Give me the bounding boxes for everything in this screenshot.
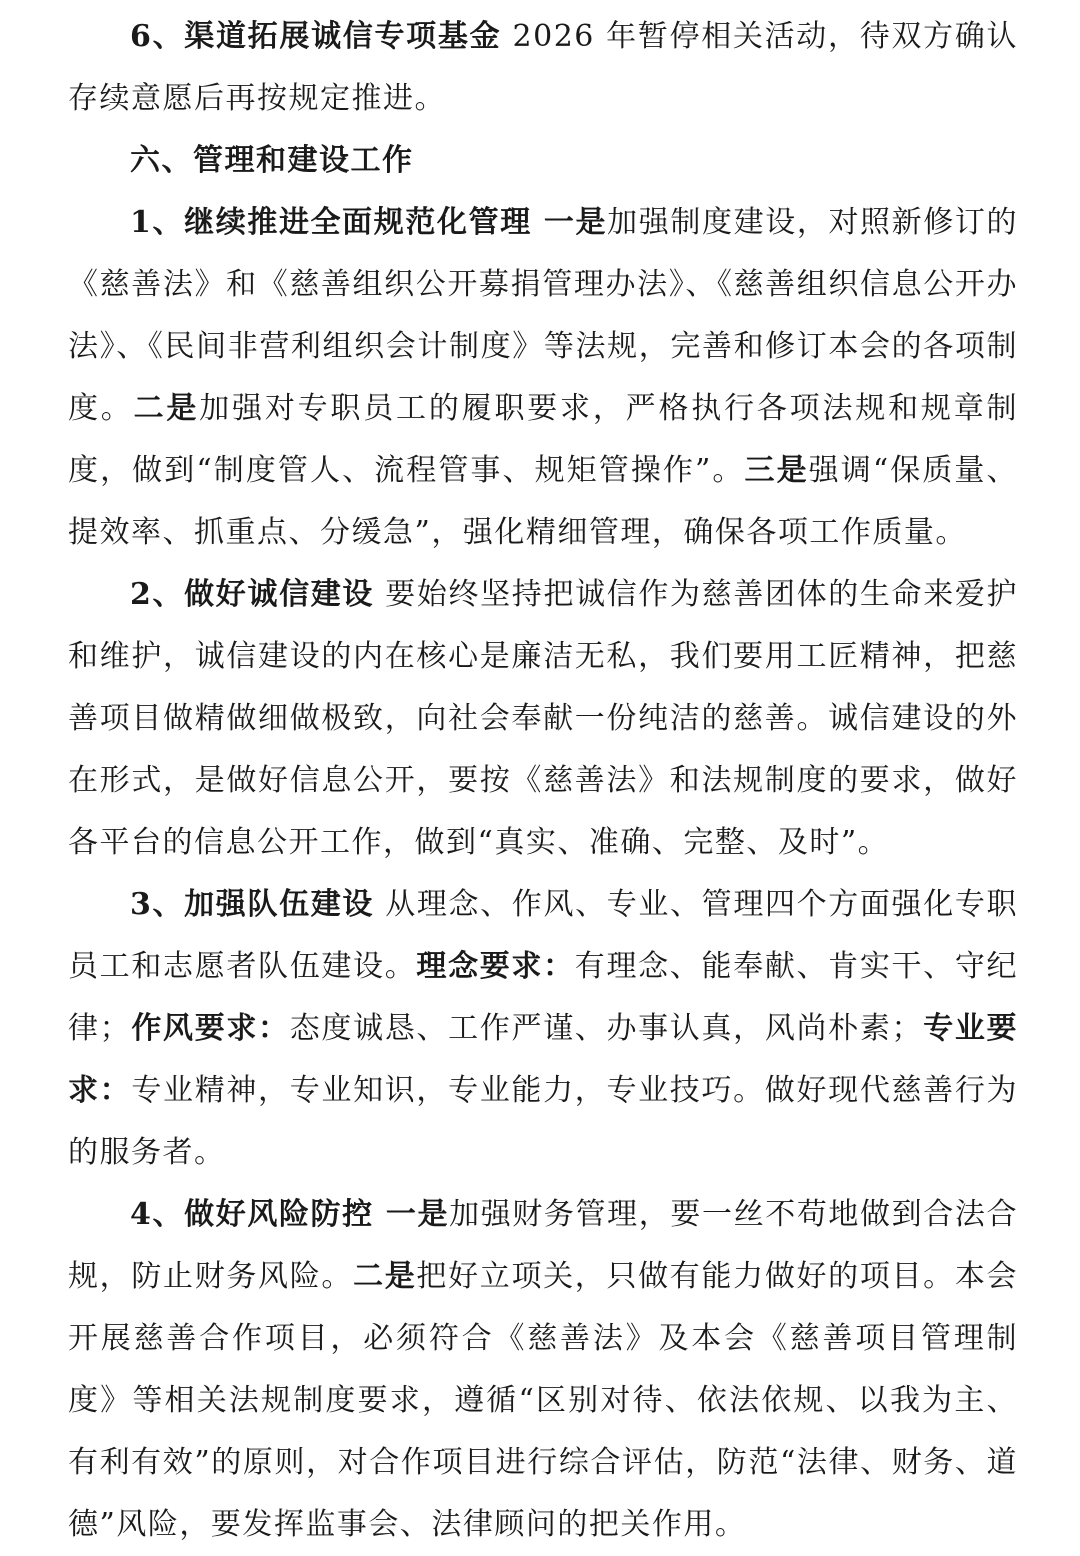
paragraph-text: 加强财务管理，要一丝不苟地做到合法合规，防止财务风险。 (68, 1197, 1019, 1294)
paragraph-risk-control (68, 1184, 1018, 1556)
paragraph-text: 强调“保质量、提效率、抓重点、分缓急”，强化精细管理，确保各项工作质量。 (68, 453, 1018, 550)
paragraph-title: 3、加强队伍建设 (130, 887, 375, 922)
list-marker: 一是 (373, 1197, 450, 1232)
paragraph-title: 2、做好诚信建设 (130, 577, 375, 612)
list-marker: 三是 (744, 453, 809, 488)
paragraph-title: 1、继续推进全面规范化管理 (130, 205, 532, 240)
paragraph-text: 要始终坚持把诚信作为慈善团体的生命来爱护和维护，诚信建设的内在核心是廉洁无私，我们要用工匠精神，把慈善项目做精做细做极致，向社会奉献一份纯洁的慈善。诚信建设的外在形式，是做好信息公开，要按《慈善法》和法规制度的要求，做好各平台的信息公开工作，做到“真实、准确、完整、及时”。 (68, 577, 1018, 860)
list-marker: 二是 (353, 1259, 417, 1294)
paragraph-standardized-management (68, 192, 1018, 564)
section-heading: 六、管理和建设工作 (130, 143, 414, 178)
paragraph-text: 从理念、作风、专业、管理四个方面强化专职员工和志愿者队伍建设。 (68, 887, 1018, 984)
requirement-label: 专业要求： (68, 1011, 1019, 1108)
paragraph-text: 2026 年暂停相关活动，待双方确认存续意愿后再按规定推进。 (68, 19, 1019, 116)
paragraph-title: 4、做好风险防控 (130, 1197, 374, 1232)
list-marker: 二是 (133, 391, 200, 426)
requirement-label: 理念要求： (416, 949, 575, 984)
paragraph-text: 专业精神，专业知识，专业能力，专业技巧。做好现代慈善行为的服务者。 (68, 1073, 1019, 1170)
requirement-label: 作风要求： (131, 1011, 290, 1046)
list-marker: 一是 (531, 205, 608, 240)
paragraph-integrity-building (68, 564, 1018, 874)
paragraph-fund-suspension (68, 6, 1018, 130)
paragraph-team-building (68, 874, 1018, 1184)
paragraph-text: 加强制度建设，对照新修订的《慈善法》和《慈善组织公开募捐管理办法》、《慈善组织信息公开办法》、《民间非营利组织会计制度》等法规，完善和修订本会的各项制度。 (68, 205, 1019, 426)
paragraph-text: 有理念、能奉献、肯实干、守纪律； (68, 949, 1019, 1046)
paragraph-text: 把好立项关，只做有能力做好的项目。本会开展慈善合作项目，必须符合《慈善法》及本会《慈善项目管理制度》等相关法规制度要求，遵循“区别对待、依法依规、以我为主、有利有效”的原则，对合作项目进行综合评估，防范“法律、财务、道德”风险，要发挥监事会、法律顾问的把关作用。 (68, 1259, 1019, 1542)
paragraph-text: 加强对专职员工的履职要求，严格执行各项法规和规章制度，做到“制度管人、流程管事、规矩管操作”。 (68, 391, 1019, 488)
paragraph-text: 态度诚恳、工作严谨、办事认真，风尚朴素； (289, 1011, 924, 1046)
paragraph-title: 6、渠道拓展诚信专项基金 (130, 19, 502, 54)
document-page (68, 6, 1018, 1556)
